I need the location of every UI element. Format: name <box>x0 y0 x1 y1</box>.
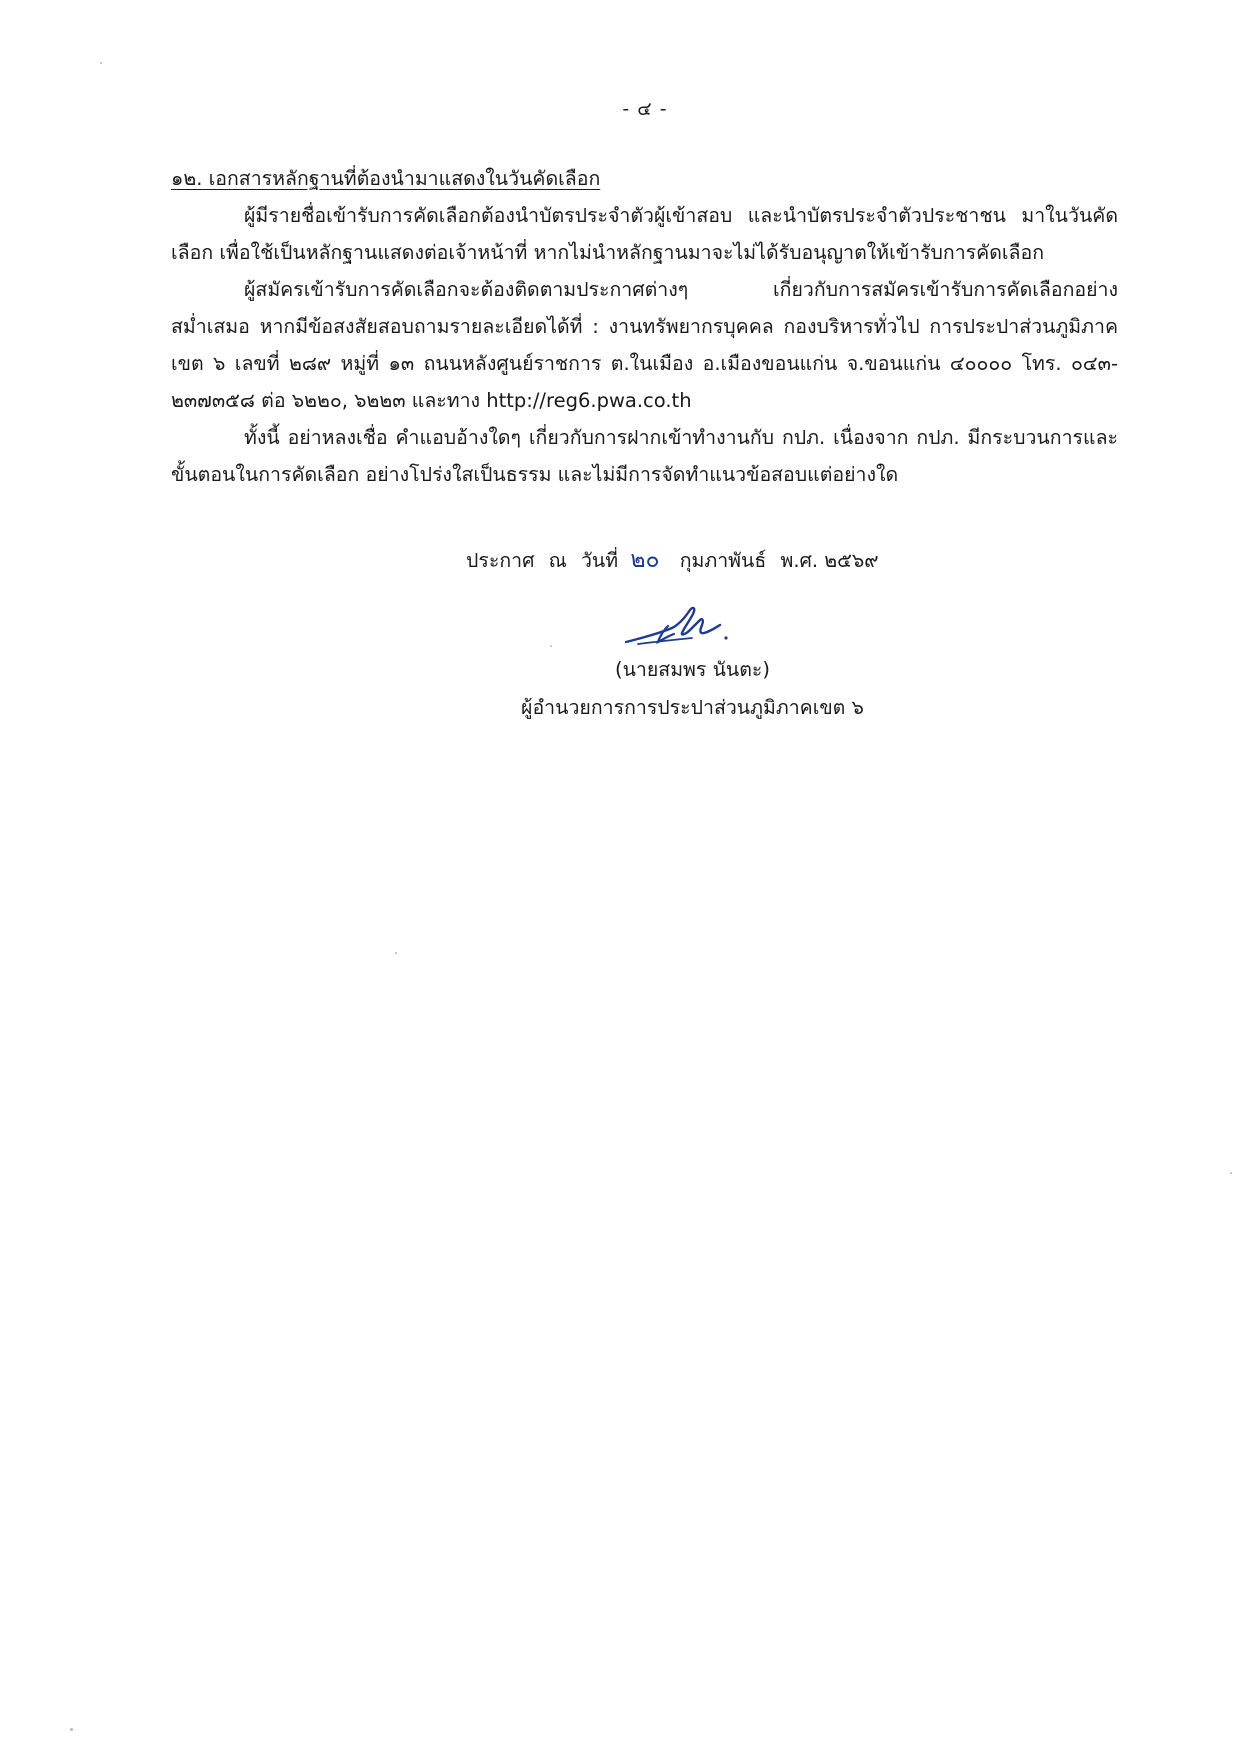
paragraph-contact-info: ผู้สมัครเข้ารับการคัดเลือกจะต้องติดตามประกาศต่างๆ เกี่ยวกับการสมัครเข้ารับการคัดเลือกอย่างสม่ำเสมอ หากมีข้อสงสัยสอบถามรายละเอียดได้ที่ : งานทรัพยากรบุคคล กองบริหารทั่วไป การประปาส่วนภูมิภาคเขต ๖ เลขที่ ๒๘๙ หมู่ที่ ๑๓ ถนนหลังศูนย์ราชการ ต.ในเมือง อ.เมืองขอนแก่น จ.ขอนแก่น ๔๐๐๐๐ โทร. ๐๔๓- ๒๓๗๓๕๘ ต่อ ๖๒๒๐, ๖๒๒๓ และทาง http://reg6.pwa.co.th <box>171 278 1118 412</box>
announcement-day-label: วันที่ <box>580 549 619 572</box>
signer-position: ผู้อำนวยการการประปาส่วนภูมิภาคเขต ๖ <box>521 696 864 719</box>
page-number: - ๔ - <box>622 98 668 120</box>
signer-name: (นายสมพร นันตะ) <box>614 658 770 681</box>
paragraph-required-documents: ผู้มีรายชื่อเข้ารับการคัดเลือกต้องนำบัตรประจำตัวผู้เข้าสอบ และนำบัตรประจำตัวประชาชน มาในวันคัดเลือก เพื่อใช้เป็นหลักฐานแสดงต่อเจ้าหน้าที่ หากไม่นำหลักฐานมาจะไม่ได้รับอนุญาตให้เข้ารับการคัดเลือก <box>171 204 1118 264</box>
scan-speck <box>550 645 552 647</box>
scan-speck <box>395 952 397 954</box>
section-heading: ๑๒. เอกสารหลักฐานที่ต้องนำมาแสดงในวันคัดเลือก <box>171 167 601 190</box>
scan-speck <box>70 1728 73 1731</box>
announcement-month: กุมภาพันธ์ <box>679 549 767 572</box>
announcement-at: ณ <box>548 549 567 572</box>
announcement-day: ๒๐ <box>630 547 660 573</box>
announcement-line <box>466 538 879 583</box>
section-12 <box>171 160 1118 493</box>
paragraph-fraud-warning: ทั้งนี้ อย่าหลงเชื่อ คำแอบอ้างใดๆ เกี่ยวกับการฝากเข้าทำงานกับ กปภ. เนื่องจาก กปภ. มีกระบวนการและขั้นตอนในการคัดเลือก อย่างโปร่งใสเป็นธรรม และไม่มีการจัดทำแนวข้อสอบแต่อย่างใด <box>171 426 1118 486</box>
signature-image <box>620 598 740 650</box>
announcement-year: พ.ศ. ๒๕๖๙ <box>780 549 879 572</box>
scan-speck <box>100 62 102 64</box>
scan-speck <box>1230 1172 1232 1174</box>
announcement-prefix: ประกาศ <box>466 549 535 572</box>
